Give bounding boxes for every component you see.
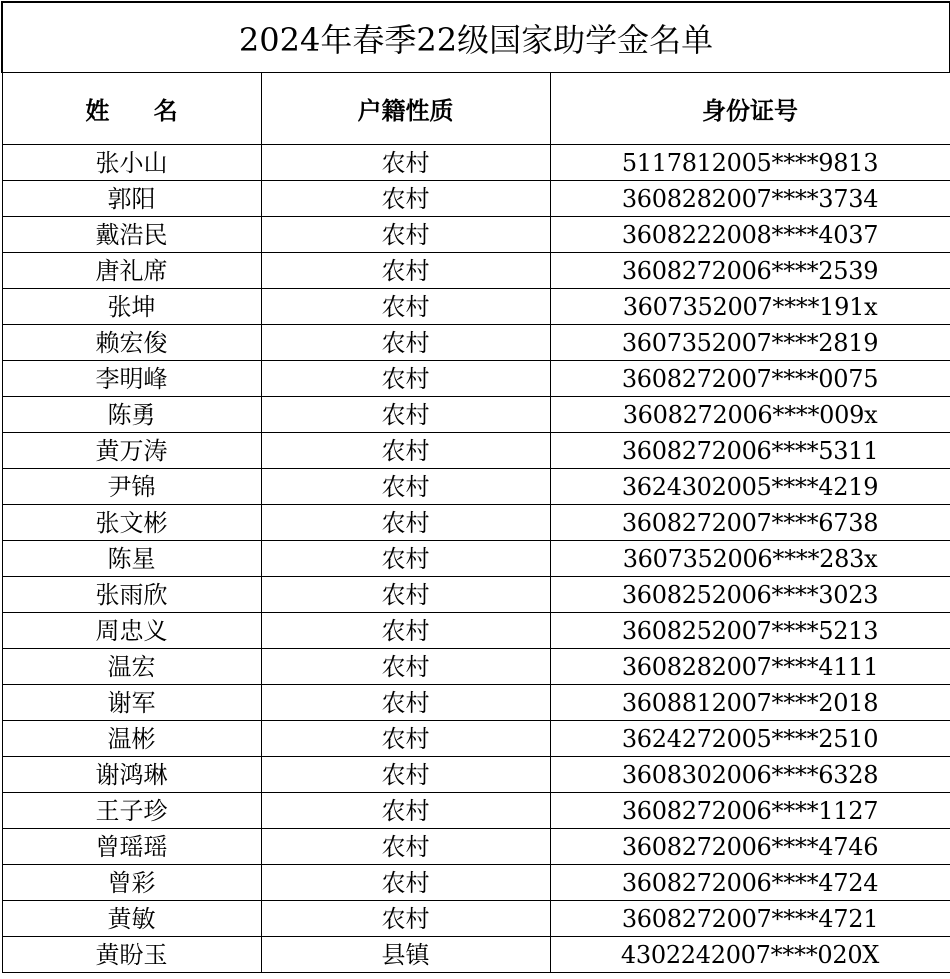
header-row (2, 73, 950, 145)
name-cell: 周忠义 (2, 613, 261, 649)
name-cell: 谢鸿琳 (2, 757, 261, 793)
table-row (2, 469, 950, 505)
table-row (2, 577, 950, 613)
name-cell: 黄盼玉 (2, 937, 261, 973)
id-number-cell: 3608272007****6738 (550, 505, 950, 541)
id-number-cell: 3608282007****4111 (550, 649, 950, 685)
id-number-cell: 3608302006****6328 (550, 757, 950, 793)
column-header-name: 姓 名 (2, 73, 261, 145)
household-cell: 农村 (261, 613, 550, 649)
id-number-cell: 3624272005****2510 (550, 721, 950, 757)
household-cell: 农村 (261, 145, 550, 181)
name-cell: 曾彩 (2, 865, 261, 901)
household-cell: 农村 (261, 505, 550, 541)
household-cell: 农村 (261, 757, 550, 793)
title-row (2, 2, 950, 73)
table-row (2, 937, 950, 973)
table-row (2, 397, 950, 433)
household-cell: 农村 (261, 865, 550, 901)
table-row (2, 901, 950, 937)
id-number-cell: 3608812007****2018 (550, 685, 950, 721)
household-cell: 农村 (261, 289, 550, 325)
name-cell: 黄敏 (2, 901, 261, 937)
column-header-id-number: 身份证号 (550, 73, 950, 145)
id-number-cell: 3608272006****2539 (550, 253, 950, 289)
table-row (2, 433, 950, 469)
household-cell: 农村 (261, 721, 550, 757)
id-number-cell: 3608282007****3734 (550, 181, 950, 217)
id-number-cell: 3608252007****5213 (550, 613, 950, 649)
table-row (2, 613, 950, 649)
table-row (2, 829, 950, 865)
household-cell: 农村 (261, 685, 550, 721)
name-cell: 郭阳 (2, 181, 261, 217)
table-row (2, 217, 950, 253)
table-row (2, 649, 950, 685)
id-number-cell: 3607352007****191x (550, 289, 950, 325)
name-cell: 张小山 (2, 145, 261, 181)
name-cell: 尹锦 (2, 469, 261, 505)
name-cell: 谢军 (2, 685, 261, 721)
id-number-cell: 3608272006****1127 (550, 793, 950, 829)
household-cell: 农村 (261, 541, 550, 577)
id-number-cell: 3607352007****2819 (550, 325, 950, 361)
id-number-cell: 3608272007****4721 (550, 901, 950, 937)
household-cell: 农村 (261, 181, 550, 217)
scholarship-table (1, 1, 950, 973)
id-number-cell: 3608272006****4724 (550, 865, 950, 901)
id-number-cell: 4302242007****020X (550, 937, 950, 973)
household-cell: 农村 (261, 433, 550, 469)
household-cell: 农村 (261, 649, 550, 685)
name-cell: 张坤 (2, 289, 261, 325)
name-cell: 赖宏俊 (2, 325, 261, 361)
document-title: 2024年春季22级国家助学金名单 (2, 2, 950, 73)
table-row (2, 505, 950, 541)
table-row (2, 145, 950, 181)
name-cell: 张文彬 (2, 505, 261, 541)
household-cell: 农村 (261, 469, 550, 505)
household-cell: 农村 (261, 901, 550, 937)
household-cell: 县镇 (261, 937, 550, 973)
name-cell: 王子珍 (2, 793, 261, 829)
id-number-cell: 3608272006****4746 (550, 829, 950, 865)
name-cell: 陈星 (2, 541, 261, 577)
household-cell: 农村 (261, 217, 550, 253)
table-row (2, 361, 950, 397)
household-cell: 农村 (261, 577, 550, 613)
name-cell: 黄万涛 (2, 433, 261, 469)
name-cell: 李明峰 (2, 361, 261, 397)
household-cell: 农村 (261, 253, 550, 289)
household-cell: 农村 (261, 325, 550, 361)
table-body (2, 145, 950, 973)
table-row (2, 721, 950, 757)
household-cell: 农村 (261, 397, 550, 433)
household-cell: 农村 (261, 793, 550, 829)
name-cell: 曾瑶瑶 (2, 829, 261, 865)
id-number-cell: 3608272006****5311 (550, 433, 950, 469)
name-cell: 张雨欣 (2, 577, 261, 613)
name-cell: 戴浩民 (2, 217, 261, 253)
column-header-household: 户籍性质 (261, 73, 550, 145)
table-row (2, 685, 950, 721)
table-row (2, 253, 950, 289)
name-cell: 唐礼席 (2, 253, 261, 289)
table-row (2, 289, 950, 325)
id-number-cell: 3608222008****4037 (550, 217, 950, 253)
id-number-cell: 3608272006****009x (550, 397, 950, 433)
id-number-cell: 3607352006****283x (550, 541, 950, 577)
household-cell: 农村 (261, 361, 550, 397)
name-cell: 陈勇 (2, 397, 261, 433)
table-row (2, 757, 950, 793)
table-row (2, 541, 950, 577)
table-row (2, 325, 950, 361)
id-number-cell: 3624302005****4219 (550, 469, 950, 505)
id-number-cell: 3608252006****3023 (550, 577, 950, 613)
table-row (2, 181, 950, 217)
id-number-cell: 5117812005****9813 (550, 145, 950, 181)
table-row (2, 865, 950, 901)
table-row (2, 793, 950, 829)
name-cell: 温宏 (2, 649, 261, 685)
household-cell: 农村 (261, 829, 550, 865)
id-number-cell: 3608272007****0075 (550, 361, 950, 397)
name-cell: 温彬 (2, 721, 261, 757)
